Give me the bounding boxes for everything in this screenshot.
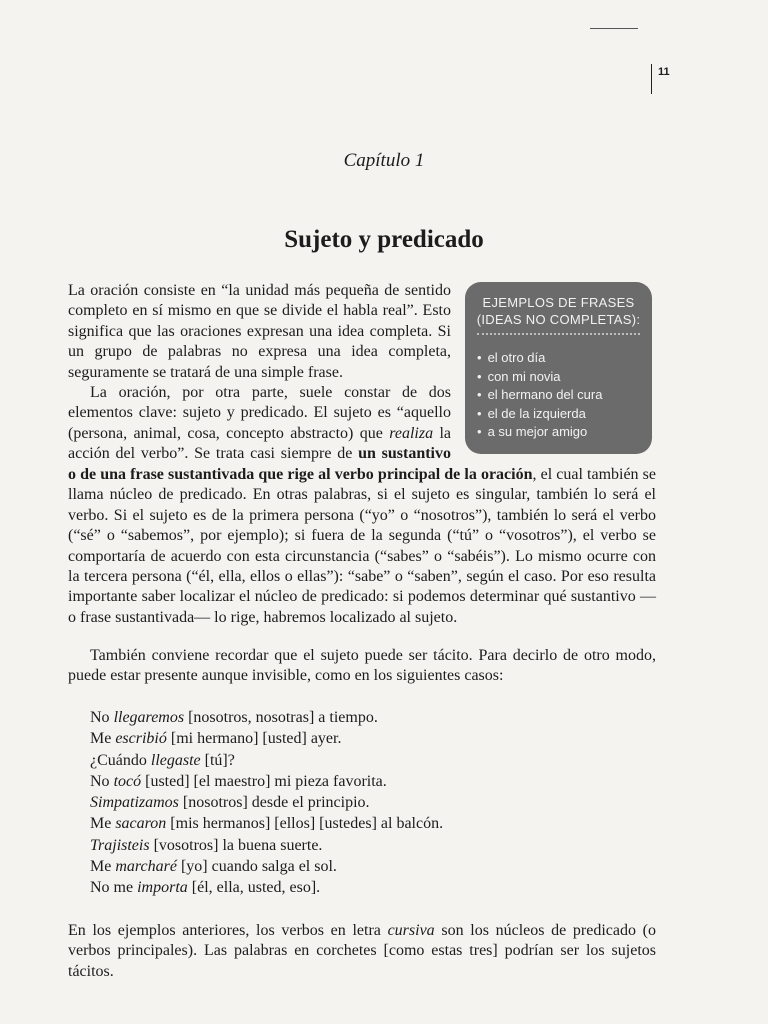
page-number-divider <box>651 64 652 94</box>
example-item <box>90 856 443 877</box>
example-prefix: Me <box>90 815 116 833</box>
example-suffix: [mis hermanos] [ellos] [ustedes] al balcón. <box>166 815 444 833</box>
sidebar-item: • el hermano del cura <box>477 386 652 405</box>
example-verb: llegaremos <box>113 709 185 726</box>
example-item <box>90 750 443 771</box>
sidebar-divider <box>477 333 640 335</box>
sidebar-title-line2: (IDEAS NO COMPLETAS): <box>476 312 641 327</box>
example-list <box>90 707 443 899</box>
paragraph-2-bottom <box>68 465 656 628</box>
sidebar-list <box>465 349 652 442</box>
sidebar-item: • el otro día <box>477 349 652 368</box>
page-number: 11 <box>658 66 670 78</box>
example-suffix: [nosotros, nosotras] a tiempo. <box>184 709 378 726</box>
top-rule <box>590 28 638 29</box>
sidebar-title <box>465 282 652 328</box>
example-item <box>90 792 443 813</box>
example-verb: Simpatizamos <box>90 794 179 812</box>
example-prefix: No <box>90 772 114 790</box>
paragraph-2-text: La oración, por otra parte, suele constar de dos elementos clave: sujeto y predicado. El sujeto es “aquello (persona, animal, cosa, concepto abstracto) que <box>68 384 451 442</box>
example-item <box>90 728 443 749</box>
italic-cursiva: cursiva <box>387 922 435 939</box>
example-item <box>90 707 443 728</box>
bold-definition: o de una frase sustantivada que rige al verbo principal de la oración <box>68 466 533 483</box>
example-suffix: [usted] [el maestro] mi pieza favorita. <box>141 772 387 790</box>
paragraph-2-top <box>68 383 451 465</box>
example-verb: Trajisteis <box>90 836 150 854</box>
example-verb: marcharé <box>115 858 177 876</box>
example-suffix: [él, ella, usted, eso]. <box>187 879 321 897</box>
example-prefix: ¿Cuándo <box>90 751 151 769</box>
paragraph-2-text: la acción del verbo”. Se trata casi siempre de <box>68 424 452 463</box>
example-suffix: [vosotros] la buena suerte. <box>149 836 323 854</box>
example-prefix: No <box>90 709 114 726</box>
example-suffix: [tú]? <box>200 751 235 769</box>
chapter-heading: Capítulo 1 <box>343 150 425 171</box>
paragraph-2-text: , el cual también se llama núcleo de predicado. En otras palabras, si el sujeto es singular, también lo será el verbo. Si el sujeto es de la primera persona (“yo” o “nosotros”), también lo será el verbo (“sé” o “sabemos”, por ejemplo); si fuera de la segunda (“tú” o “vosotros”), el verbo se comportaría de acuerdo con esta circunstancia (“sabes” o “sabéis”). Lo mismo ocurre con la tercera persona (“él, ella, ellos o ellas”): “sabe” o “saben”, según el caso. Por eso resulta importante saber localizar el núcleo de predicado: si podemos determinar qué sustantivo —o frase sustantivada— lo rige, habremos localizado al sujeto. <box>68 466 656 626</box>
paragraph-5-text: En los ejemplos anteriores, los verbos en letra <box>68 922 388 939</box>
paragraph-5 <box>68 921 656 982</box>
example-prefix: No me <box>90 879 138 897</box>
example-item <box>90 877 443 898</box>
example-prefix: Me <box>90 730 116 748</box>
sidebar-item: • el de la izquierda <box>477 405 652 424</box>
example-verb: tocó <box>113 772 142 790</box>
bold-term: un sustantivo <box>358 445 452 463</box>
example-suffix: [yo] cuando salga el sol. <box>176 858 337 876</box>
examples-sidebar <box>465 282 652 454</box>
example-verb: llegaste <box>150 751 201 769</box>
paragraph-3: También conviene recordar que el sujeto puede ser tácito. Para decirlo de otro modo, puede estar presente aunque invisible, como en los siguientes casos: <box>68 647 656 685</box>
example-item <box>90 835 443 856</box>
sidebar-title-line1: EJEMPLOS DE FRASES <box>482 295 635 310</box>
example-item <box>90 771 443 792</box>
example-item <box>90 813 443 834</box>
example-verb: escribió <box>115 730 167 748</box>
page-title: Sujeto y predicado <box>284 226 484 253</box>
example-prefix: Me <box>90 858 116 876</box>
italic-realiza: realiza <box>389 424 434 442</box>
sidebar-item: • a su mejor amigo <box>477 423 652 442</box>
example-suffix: [mi hermano] [usted] ayer. <box>166 730 342 748</box>
example-verb: sacaron <box>115 815 167 833</box>
paragraph-5-text: son los núcleos de predicado (o verbos principales). Las palabras en corchetes [como estas tres] podrían ser los sujetos tácitos. <box>68 922 657 980</box>
example-suffix: [nosotros] desde el principio. <box>178 794 370 812</box>
sidebar-item: • con mi novia <box>477 368 652 387</box>
paragraph-1: La oración consiste en “la unidad más pequeña de sentido completo en sí mismo en que se divide el habla real”. Esto significa que las oraciones expresan una idea completa. Si un grupo de palabras no expresa una idea completa, seguramente se tratará de una simple frase. <box>68 282 451 381</box>
example-verb: importa <box>137 879 188 897</box>
